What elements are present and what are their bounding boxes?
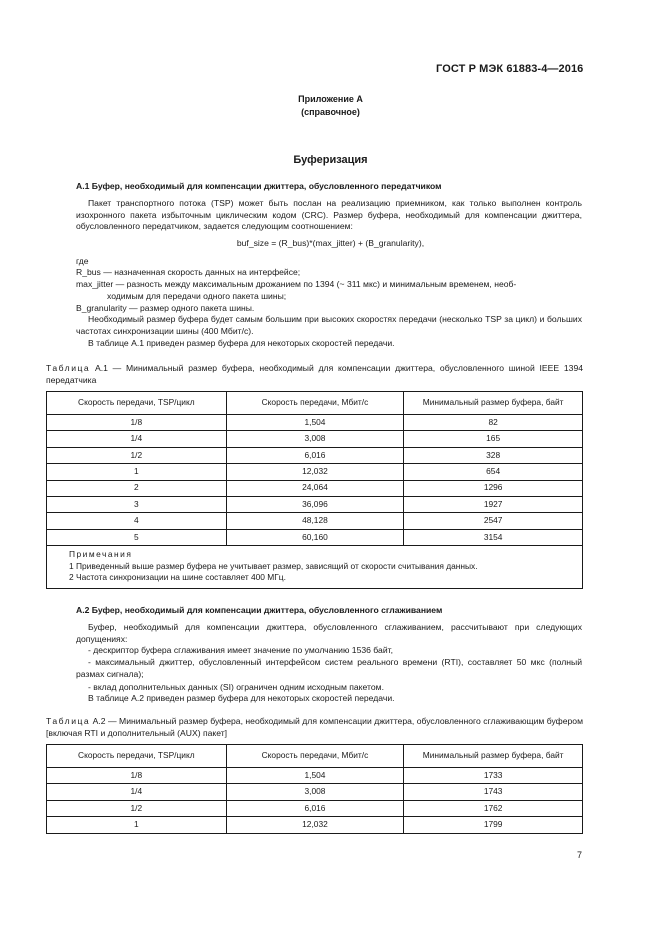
table-row bbox=[47, 529, 583, 545]
table1-header-cell: Минимальный размер буфера, байт bbox=[404, 392, 583, 415]
table-cell: 24,064 bbox=[226, 480, 404, 496]
table2-caption bbox=[46, 716, 583, 739]
table-cell: 1799 bbox=[404, 817, 583, 833]
table-row bbox=[47, 431, 583, 447]
section-title: Буферизация bbox=[293, 154, 368, 166]
table-cell: 1/2 bbox=[47, 800, 227, 816]
definition-max-jitter: max_jitter — разность между максимальным дрожанием по 1394 (~ 311 мкс) и минимальным временем, необ- bbox=[76, 279, 517, 289]
table-cell: 1743 bbox=[404, 784, 583, 800]
table-cell: 1296 bbox=[404, 480, 583, 496]
table1-caption-text: А.1 — Минимальный размер буфера, необходимый для компенсации джиттера, обусловленного шиной IEEE 1394 передатчика bbox=[46, 363, 584, 385]
table-cell: 1,504 bbox=[226, 768, 404, 784]
table-cell: 48,128 bbox=[226, 513, 404, 529]
table1-header-cell: Скорость передачи, TSP/цикл bbox=[47, 392, 227, 415]
table1-header-cell: Скорость передачи, Мбит/с bbox=[226, 392, 404, 415]
table-row bbox=[47, 817, 583, 833]
a1-paragraph-1: Пакет транспортного потока (TSP) может быть послан на реализацию приемником, как только выполнен контроль изохронного пакета избыточным циклическим кодом (CRC). Размер буфера, необходимый для компенсации джиттера, обусловленного передатчиком, задается следующим соотношением: bbox=[76, 198, 582, 232]
table-cell: 36,096 bbox=[226, 496, 404, 512]
table-row bbox=[47, 513, 583, 529]
table-cell: 12,032 bbox=[226, 817, 404, 833]
table-cell: 4 bbox=[47, 513, 227, 529]
table2 bbox=[46, 744, 583, 834]
definition-b-granularity: B_granularity — размер одного пакета шины. bbox=[76, 303, 255, 313]
table-cell: 3154 bbox=[404, 529, 583, 545]
note-2: 2 Частота синхронизации на шине составляет 400 МГц. bbox=[69, 572, 286, 583]
table-cell: 3,008 bbox=[226, 431, 404, 447]
table2-header-cell: Минимальный размер буфера, байт bbox=[404, 745, 583, 768]
table2-header-cell: Скорость передачи, TSP/цикл bbox=[47, 745, 227, 768]
table-cell: 1/2 bbox=[47, 447, 227, 463]
table-cell: 2 bbox=[47, 480, 227, 496]
table1-caption-word: Таблица bbox=[46, 363, 91, 373]
table-row bbox=[47, 496, 583, 512]
note-1: 1 Приведенный выше размер буфера не учитывает размер, зависящий от скорости считывания данных. bbox=[69, 560, 478, 571]
table-cell: 1/8 bbox=[47, 415, 227, 431]
a1-heading: А.1 Буфер, необходимый для компенсации джиттера, обусловленного передатчиком bbox=[76, 181, 442, 191]
table-cell: 165 bbox=[404, 431, 583, 447]
table-cell: 1733 bbox=[404, 768, 583, 784]
table-cell: 654 bbox=[404, 464, 583, 480]
table2-header-row bbox=[47, 745, 583, 768]
table1-notes bbox=[47, 546, 583, 589]
table-row bbox=[47, 415, 583, 431]
a2-paragraph-1: Буфер, необходимый для компенсации джиттера, обусловленного сглаживанием, рассчитывают при следующих допущениях: bbox=[76, 622, 582, 644]
a1-paragraph-3: В таблице А.1 приведен размер буфера для некоторых скоростей передачи. bbox=[88, 338, 395, 348]
table-row bbox=[47, 784, 583, 800]
where-label: где bbox=[76, 256, 89, 266]
table-row bbox=[47, 800, 583, 816]
definition-r-bus: R_bus — назначенная скорость данных на интерфейсе; bbox=[76, 267, 301, 277]
table-cell: 12,032 bbox=[226, 464, 404, 480]
table2-caption-text: А.2 — Минимальный размер буфера, необходимый для компенсации джиттера, обусловленного сглаживающим буфером [включая RTI и дополнительный (AUX) пакет] bbox=[46, 716, 583, 738]
table1-caption bbox=[46, 363, 583, 386]
table-cell: 1 bbox=[47, 817, 227, 833]
buffer-formula: buf_size = (R_bus)*(max_jitter) + (B_granularity), bbox=[236, 238, 425, 248]
table-cell: 328 bbox=[404, 447, 583, 463]
a2-bullet-3: - вклад дополнительных данных (SI) ограничен одним исходным пакетом. bbox=[88, 682, 384, 692]
table-cell: 82 bbox=[404, 415, 583, 431]
table1 bbox=[46, 391, 583, 589]
table-row bbox=[47, 768, 583, 784]
table-cell: 5 bbox=[47, 529, 227, 545]
table-cell: 6,016 bbox=[226, 800, 404, 816]
table-row bbox=[47, 464, 583, 480]
document-code: ГОСТ Р МЭК 61883-4—2016 bbox=[436, 63, 584, 75]
table-cell: 1927 bbox=[404, 496, 583, 512]
a2-bullet-1: - дескриптор буфера сглаживания имеет значение по умолчанию 1536 байт, bbox=[88, 645, 393, 655]
table-cell: 1 bbox=[47, 464, 227, 480]
notes-title: Примечания bbox=[69, 549, 133, 560]
table2-header-cell: Скорость передачи, Мбит/с bbox=[226, 745, 404, 768]
a1-paragraph-2: Необходимый размер буфера будет самым большим при высоких скоростях передачи (несколько TSP за цикл) и больших частотах синхронизации шины (400 Мбит/с). bbox=[76, 314, 582, 336]
table-row bbox=[47, 447, 583, 463]
table-cell: 1762 bbox=[404, 800, 583, 816]
table-cell: 60,160 bbox=[226, 529, 404, 545]
a2-bullet-2: - максимальный джиттер, обусловленный интерфейсом систем реального времени (RTI), составляет 50 мкс (полный размах сигнала); bbox=[76, 657, 582, 679]
page-number: 7 bbox=[577, 850, 583, 860]
table-cell: 6,016 bbox=[226, 447, 404, 463]
annex-title: Приложение А bbox=[298, 94, 363, 104]
table-cell: 3,008 bbox=[226, 784, 404, 800]
table-cell: 1/8 bbox=[47, 768, 227, 784]
a2-paragraph-2: В таблице А.2 приведен размер буфера для некоторых скоростей передачи. bbox=[88, 693, 395, 703]
table-cell: 1/4 bbox=[47, 431, 227, 447]
table-cell: 3 bbox=[47, 496, 227, 512]
table2-caption-word: Таблица bbox=[46, 716, 91, 726]
definition-max-jitter-cont: ходимым для передачи одного пакета шины; bbox=[107, 291, 287, 301]
table-cell: 2547 bbox=[404, 513, 583, 529]
table-row bbox=[47, 480, 583, 496]
table-cell: 1/4 bbox=[47, 784, 227, 800]
a2-heading: А.2 Буфер, необходимый для компенсации джиттера, обусловленного сглаживанием bbox=[76, 605, 443, 615]
annex-subtitle: (справочное) bbox=[301, 107, 360, 117]
table-cell: 1,504 bbox=[226, 415, 404, 431]
table1-notes-row bbox=[47, 546, 583, 589]
table1-header-row bbox=[47, 392, 583, 415]
